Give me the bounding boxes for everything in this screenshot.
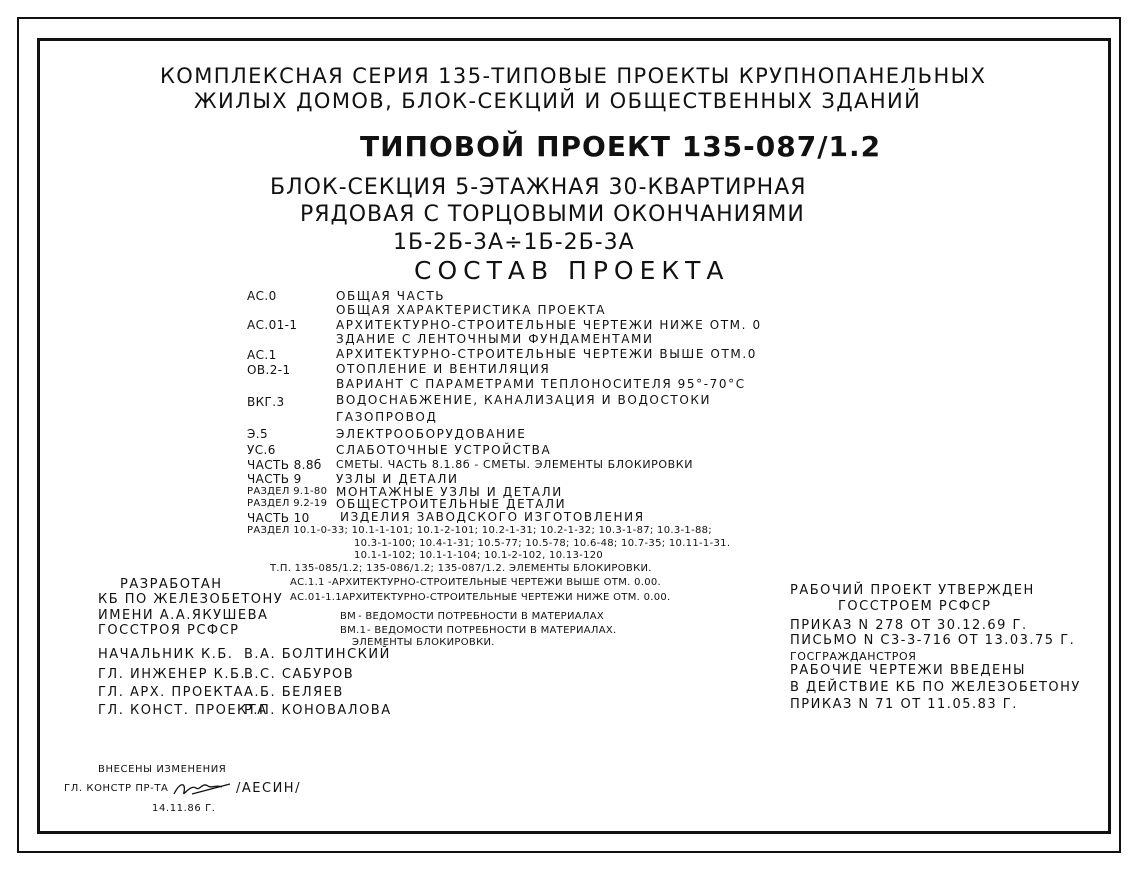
content-text: ВОДОСНАБЖЕНИЕ, КАНАЛИЗАЦИЯ И ВОДОСТОКИ	[336, 393, 712, 407]
developed-line4: ГОССТРОЯ РСФСР	[98, 623, 240, 638]
approval-line7: В ДЕЙСТВИЕ КБ ПО ЖЕЛЕЗОБЕТОНУ	[790, 680, 1081, 695]
content-code: ЧАСТЬ 9	[247, 472, 302, 486]
changes-line1: ВНЕСЕНЫ ИЗМЕНЕНИЯ	[98, 764, 227, 775]
developed-line3: ИМЕНИ А.А.ЯКУШЕВА	[98, 608, 269, 623]
razdel10-line4: Т.П. 135-085/1.2; 135-086/1.2; 135-087/1.2. ЭЛЕМЕНТЫ БЛОКИРОВКИ.	[270, 563, 652, 574]
project-title: ТИПОВОЙ ПРОЕКТ 135-087/1.2	[360, 130, 882, 163]
changes-name: /АЕСИН/	[236, 781, 301, 796]
content-code: ОВ.2-1	[247, 363, 291, 377]
extra-content-text: ЭЛЕМЕНТЫ БЛОКИРОВКИ.	[352, 637, 495, 648]
content-text: ГАЗОПРОВОД	[336, 410, 438, 424]
approval-line4: ПИСЬМО N С3-3-716 ОТ 13.03.75 Г.	[790, 633, 1076, 648]
content-code: РАЗДЕЛ 9.2-19	[247, 498, 328, 509]
content-text: ОБЩЕСТРОИТЕЛЬНЫЕ ДЕТАЛИ	[336, 497, 567, 511]
extra-content-code: АС.01-1.1	[290, 592, 342, 603]
extra-content-code: ВМ.1	[340, 625, 367, 636]
section-title: СОСТАВ ПРОЕКТА	[414, 256, 730, 285]
razdel10-line1: РАЗДЕЛ 10.1-0-33; 10.1-1-101; 10.1-2-101; 10.2-1-31; 10.2-1-32; 10.3-1-87; 10.3-1-88;	[247, 525, 712, 536]
content-text: СЛАБОТОЧНЫЕ УСТРОЙСТВА	[336, 443, 552, 457]
approval-line5: ГОСГРАЖДАНСТРОЯ	[790, 650, 917, 663]
developed-line2: КБ ПО ЖЕЛЕЗОБЕТОНУ	[98, 592, 284, 607]
handwritten-signature	[172, 778, 234, 800]
approval-line3: ПРИКАЗ N 278 ОТ 30.12.69 Г.	[790, 618, 1028, 633]
approval-line8: ПРИКАЗ N 71 ОТ 11.05.83 Г.	[790, 697, 1018, 712]
content-code: ЧАСТЬ 10	[247, 511, 310, 525]
razdel10-line3: 10.1-1-102; 10.1-1-104; 10.1-2-102, 10.13-120	[354, 550, 604, 561]
signature-name: А.Б. БЕЛЯЕВ	[244, 685, 344, 700]
content-text: ЗДАНИЕ С ЛЕНТОЧНЫМИ ФУНДАМЕНТАМИ	[336, 332, 654, 346]
content-text: СМЕТЫ. ЧАСТЬ 8.1.8б - СМЕТЫ. ЭЛЕМЕНТЫ БЛОКИРОВКИ	[336, 458, 694, 471]
content-text: УЗЛЫ И ДЕТАЛИ	[336, 472, 459, 486]
approval-line6: РАБОЧИЕ ЧЕРТЕЖИ ВВЕДЕНЫ	[790, 663, 1027, 678]
content-text: ЭЛЕКТРООБОРУДОВАНИЕ	[336, 427, 527, 441]
content-code: УС.6	[247, 443, 276, 457]
content-code: ВКГ.3	[247, 395, 285, 409]
razdel10-line2: 10.3-1-100; 10.4-1-31; 10.5-77; 10.5-78; 10.6-48; 10.7-35; 10.11-1-31.	[354, 538, 731, 549]
content-text: ОБЩАЯ ХАРАКТЕРИСТИКА ПРОЕКТА	[336, 303, 607, 317]
signature-role: ГЛ. КОНСТ. ПРОЕКТА	[98, 703, 268, 718]
signature-name: В.С. САБУРОВ	[244, 667, 355, 682]
signature-role: ГЛ. ИНЖЕНЕР К.Б.	[98, 667, 247, 682]
signature-name: Р.П. КОНОВАЛОВА	[244, 703, 392, 718]
extra-content-text: - ВЕДОМОСТИ ПОТРЕБНОСТИ В МАТЕРИАЛАХ	[358, 611, 605, 622]
signature-role: ГЛ. АРХ. ПРОЕКТА	[98, 685, 244, 700]
extra-content-text: АРХИТЕКТУРНО-СТРОИТЕЛЬНЫЕ ЧЕРТЕЖИ НИЖЕ ОТМ. 0.00.	[342, 592, 671, 603]
content-code: АС.1	[247, 348, 277, 362]
extra-content-code: ВМ	[340, 611, 357, 622]
content-text: МОНТАЖНЫЕ УЗЛЫ И ДЕТАЛИ	[336, 485, 563, 499]
content-text: ОТОПЛЕНИЕ И ВЕНТИЛЯЦИЯ	[336, 362, 551, 376]
project-desc-line1: БЛОК-СЕКЦИЯ 5-ЭТАЖНАЯ 30-КВАРТИРНАЯ	[270, 175, 807, 200]
changes-line2: ГЛ. КОНСТР ПР-ТА	[64, 783, 169, 794]
content-text: ИЗДЕЛИЯ ЗАВОДСКОГО ИЗГОТОВЛЕНИЯ	[340, 510, 645, 524]
signature-name: В.А. БОЛТИНСКИЙ	[244, 647, 391, 662]
series-title-line1: КОМПЛЕКСНАЯ СЕРИЯ 135-ТИПОВЫЕ ПРОЕКТЫ КРУПНОПАНЕЛЬНЫХ	[160, 64, 987, 88]
content-code: АС.01-1	[247, 318, 298, 332]
series-title-line2: ЖИЛЫХ ДОМОВ, БЛОК-СЕКЦИЙ И ОБЩЕСТВЕННЫХ ЗДАНИЙ	[194, 89, 922, 113]
extra-content-code: АС.1.1	[290, 577, 325, 588]
content-text: АРХИТЕКТУРНО-СТРОИТЕЛЬНЫЕ ЧЕРТЕЖИ НИЖЕ ОТМ. 0	[336, 318, 762, 332]
approval-line2: ГОССТРОЕМ РСФСР	[838, 599, 992, 614]
extra-content-text: - ВЕДОМОСТИ ПОТРЕБНОСТИ В МАТЕРИАЛАХ.	[367, 625, 617, 636]
changes-date: 14.11.86 Г.	[152, 803, 216, 814]
content-code: ЧАСТЬ 8.8б	[247, 458, 322, 472]
content-code: Э.5	[247, 427, 269, 441]
content-text: ОБЩАЯ ЧАСТЬ	[336, 289, 446, 303]
content-text: АРХИТЕКТУРНО-СТРОИТЕЛЬНЫЕ ЧЕРТЕЖИ ВЫШЕ ОТМ.0	[336, 347, 757, 361]
project-desc-line3: 1Б-2Б-3А÷1Б-2Б-3А	[393, 230, 635, 255]
developed-line1: РАЗРАБОТАН	[120, 577, 223, 592]
content-code: РАЗДЕЛ 9.1-80	[247, 486, 328, 497]
signature-role: НАЧАЛЬНИК К.Б.	[98, 647, 234, 662]
project-desc-line2: РЯДОВАЯ С ТОРЦОВЫМИ ОКОНЧАНИЯМИ	[300, 202, 805, 227]
extra-content-text: -АРХИТЕКТУРНО-СТРОИТЕЛЬНЫЕ ЧЕРТЕЖИ ВЫШЕ ОТМ. 0.00.	[328, 577, 662, 588]
content-code: АС.0	[247, 289, 277, 303]
content-text: ВАРИАНТ С ПАРАМЕТРАМИ ТЕПЛОНОСИТЕЛЯ 95°-70°С	[336, 377, 746, 391]
approval-line1: РАБОЧИЙ ПРОЕКТ УТВЕРЖДЕН	[790, 583, 1035, 598]
